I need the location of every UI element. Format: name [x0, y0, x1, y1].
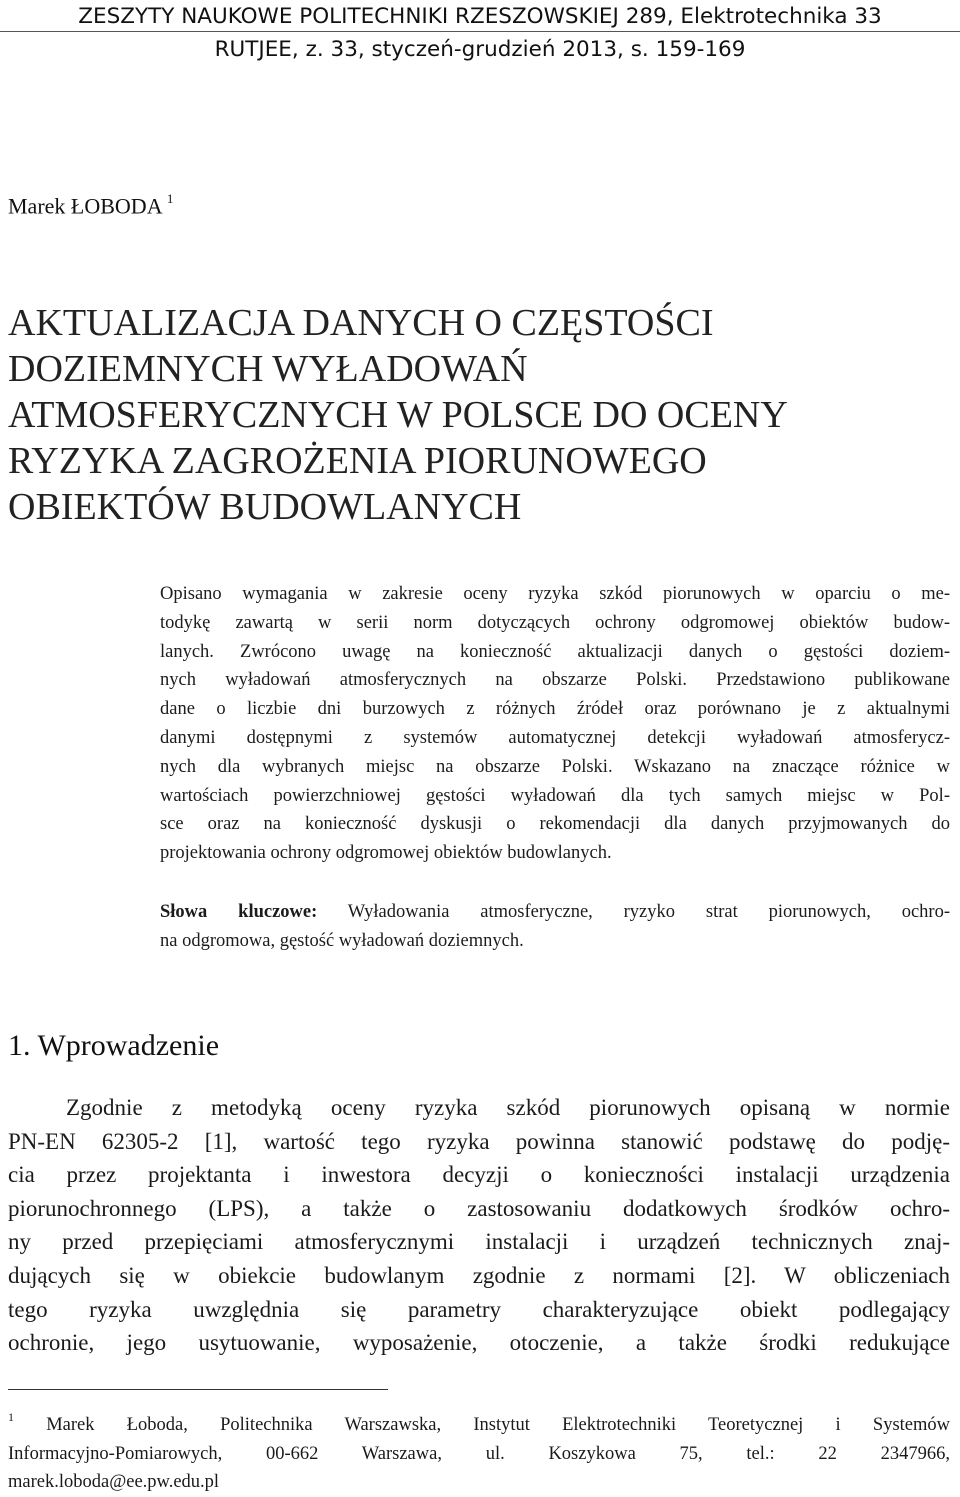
- title-line: OBIEKTÓW BUDOWLANYCH: [8, 486, 522, 528]
- title-line: RYZYKA ZAGROŻENIA PIORUNOWEGO: [8, 440, 707, 482]
- abstract-line: Opisano wymagania w zakresie oceny ryzyka szkód piorunowych w oparciu o me-: [160, 584, 950, 604]
- author-footnote-mark[interactable]: 1: [166, 191, 174, 206]
- title-line: AKTUALIZACJA DANYCH O CZĘSTOŚCI: [8, 302, 714, 344]
- section-heading: 1. Wprowadzenie: [8, 1029, 220, 1062]
- author-line: [8, 193, 173, 219]
- header-rule: [0, 31, 960, 32]
- body-line: ochronie, jego usytuowanie, wyposażenie, otoczenie, a także środki redukujące: [8, 1330, 950, 1356]
- footnote-text-1: Marek Łoboda, Politechnika Warszawska, Instytut Elektrotechniki Teoretycznej i Systemów: [46, 1415, 950, 1436]
- abstract-line: danymi dostępnymi z systemów automatycznej detekcji wyładowań atmosferycz-: [160, 727, 950, 748]
- body-line: tego ryzyka uwzględnia się parametry charakteryzujące obiekt podlegający: [8, 1296, 950, 1322]
- abstract-line: nych wyładowań atmosferycznych na obszarze Polski. Przedstawiono publikowane: [160, 670, 950, 691]
- abstract-line: todykę zawartą w serii norm dotyczących ochrony odgromowej obiektów budow-: [160, 612, 950, 633]
- abstract-line: nych dla wybranych miejsc na obszarze Polski. Wskazano na znaczące różnice w: [160, 756, 950, 777]
- keywords-line-2: na odgromowa, gęstość wyładowań doziemnych.: [160, 930, 524, 951]
- title-line: DOZIEMNYCH WYŁADOWAŃ: [8, 348, 528, 390]
- abstract: [160, 580, 950, 868]
- body-paragraph: [8, 1091, 950, 1360]
- paper-title: [8, 300, 948, 530]
- body-line: piorunochronnego (LPS), a także o zastosowaniu dodatkowych środków ochro-: [8, 1195, 950, 1221]
- body-line: ny przed przepięciami atmosferycznymi instalacji i urządzeń technicznych znaj-: [8, 1229, 950, 1255]
- body-line: dujących się w obiekcie budowlanym zgodnie z normami [2]. W obliczeniach: [8, 1262, 950, 1288]
- journal-header-line-1: ZESZYTY NAUKOWE POLITECHNIKI RZESZOWSKIEJ 289, Elektrotechnika 33: [78, 4, 882, 29]
- abstract-line: dane o liczbie dni burzowych z różnych źródeł oraz porównano je z aktualnymi: [160, 699, 950, 720]
- abstract-line: lanych. Zwrócono uwagę na konieczność aktualizacji danych o gęstości doziem-: [160, 641, 950, 662]
- keywords-text-1: Wyładowania atmosferyczne, ryzyko strat piorunowych, ochro-: [317, 902, 950, 922]
- abstract-line: wartościach powierzchniowej gęstości wyładowań dla tych samych miejsc w Pol-: [160, 785, 950, 806]
- abstract-line: sce oraz na konieczność dyskusji o rekomendacji dla danych przyjmowanych do: [160, 814, 950, 835]
- journal-header-line-2: RUTJEE, z. 33, styczeń-grudzień 2013, s. 159-169: [214, 37, 746, 62]
- footnote-email[interactable]: marek.loboda@ee.pw.edu.pl: [8, 1472, 220, 1493]
- author-name: Marek ŁOBODA: [8, 193, 162, 219]
- footnote-line-1: [8, 1405, 950, 1440]
- footnote-rule: [8, 1389, 388, 1390]
- body-line: PN-EN 62305-2 [1], wartość tego ryzyka powinna stanowić podstawę do podję-: [8, 1128, 950, 1154]
- keywords: [160, 898, 950, 956]
- keywords-line-1: [160, 898, 950, 927]
- body-line: Zgodnie z metodyką oceny ryzyka szkód piorunowych opisaną w normie: [66, 1095, 950, 1120]
- footnote-mark: 1: [8, 1410, 14, 1424]
- footnote: [8, 1405, 950, 1497]
- body-line: cia przez projektanta i inwestora decyzji o konieczności instalacji urządzenia: [8, 1162, 950, 1188]
- abstract-line: projektowania ochrony odgromowej obiektów budowlanych.: [160, 843, 612, 864]
- footnote-line-2: Informacyjno-Pomiarowych, 00-662 Warszawa, ul. Koszykowa 75, tel.: 22 2347966,: [8, 1443, 950, 1464]
- title-line: ATMOSFERYCZNYCH W POLSCE DO OCENY: [8, 394, 788, 436]
- keywords-label: Słowa kluczowe:: [160, 902, 318, 922]
